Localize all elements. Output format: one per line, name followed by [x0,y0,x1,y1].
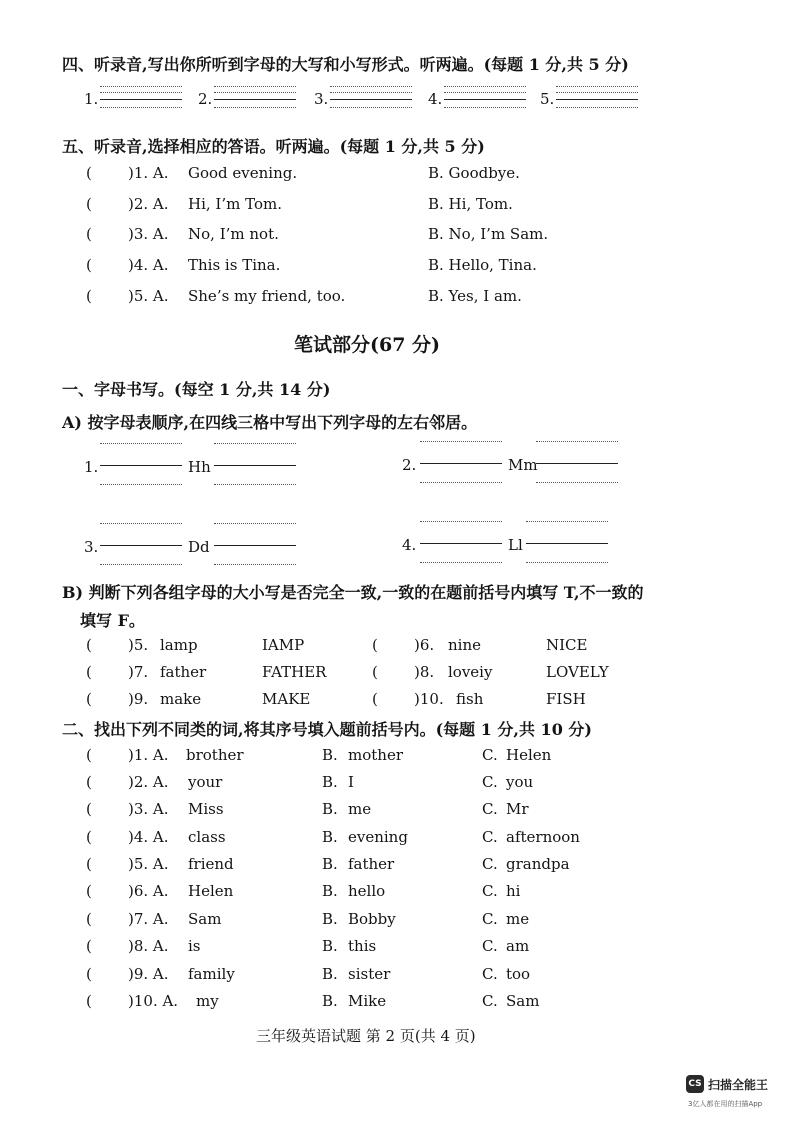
option-a: my [196,992,219,1010]
written-part-title: 笔试部分(67 分) [294,334,441,356]
option-c: hi [506,882,521,900]
option-b-label: B. [322,746,338,764]
open-paren[interactable]: ( [86,636,92,654]
open-paren[interactable]: ( [86,937,92,955]
open-paren[interactable]: ( [86,690,92,708]
part1-heading: 一、字母书写。(每空 1 分,共 14 分) [62,380,331,399]
option-b: B. Hello, Tina. [428,256,537,274]
option-b: sister [348,965,391,983]
item-number: )1. A. [128,164,169,182]
uppercase-word: LOVELY [546,663,609,681]
open-paren[interactable]: ( [86,663,92,681]
option-b: mother [348,746,403,764]
option-c-label: C. [482,773,498,791]
option-b-label: B. [322,855,338,873]
open-paren[interactable]: ( [372,663,378,681]
item-number: )8. A. [128,937,169,955]
lowercase-word: fish [456,690,484,708]
four-line-grid-left[interactable] [420,441,502,485]
item-number: )2. A. [128,773,169,791]
given-letter: Hh [188,458,211,476]
option-a: No, I’m not. [188,225,279,243]
four-line-grid-right[interactable] [526,521,608,565]
lowercase-word: lamp [160,636,198,654]
open-paren[interactable]: ( [86,965,92,983]
option-a: your [188,773,223,791]
option-c-label: C. [482,965,498,983]
q-number: 2. [198,90,213,108]
part1-sub-a: A) 按字母表顺序,在四线三格中写出下列字母的左右邻居。 [62,413,478,432]
option-a: is [188,937,201,955]
item-number: )4. A. [128,828,169,846]
open-paren[interactable]: ( [86,855,92,873]
open-paren[interactable]: ( [86,800,92,818]
uppercase-word: IAMP [262,636,305,654]
option-b-label: B. [322,965,338,983]
option-c: grandpa [506,855,570,873]
item-number: )10. [414,690,444,708]
option-c-label: C. [482,800,498,818]
option-b-label: B. [322,992,338,1010]
section4-heading: 四、听录音,写出你所听到字母的大写和小写形式。听两遍。(每题 1 分,共 5 分) [62,55,629,74]
item-number: )7. [128,663,149,681]
uppercase-word: MAKE [262,690,311,708]
option-b: this [348,937,377,955]
four-line-grid[interactable] [556,86,638,108]
uppercase-word: FISH [546,690,586,708]
option-c-label: C. [482,855,498,873]
option-b: B. Hi, Tom. [428,195,513,213]
letter-q-number: 3. [84,538,99,556]
option-a: Miss [188,800,224,818]
open-paren[interactable]: ( [372,690,378,708]
item-number: )3. A. [128,800,169,818]
part1-sub-b-line2: 填写 F。 [80,611,145,630]
open-paren[interactable]: ( [86,828,92,846]
option-b: B. Goodbye. [428,164,520,182]
four-line-grid-right[interactable] [536,441,618,485]
uppercase-word: NICE [546,636,588,654]
lowercase-word: nine [448,636,481,654]
option-b-label: B. [322,828,338,846]
item-number: )5. A. [128,855,169,873]
option-b-label: B. [322,800,338,818]
q-number: 3. [314,90,329,108]
open-paren[interactable]: ( [86,882,92,900]
option-c: Sam [506,992,540,1010]
given-letter: Mm [508,456,538,474]
open-paren[interactable]: ( [86,195,92,213]
option-a: class [188,828,226,846]
option-a: This is Tina. [188,256,281,274]
option-c: afternoon [506,828,580,846]
open-paren[interactable]: ( [86,287,92,305]
option-a: Good evening. [188,164,298,182]
four-line-grid[interactable] [100,86,182,108]
given-letter: Dd [188,538,210,556]
option-c-label: C. [482,746,498,764]
item-number: )6. [414,636,435,654]
option-b: I [348,773,354,791]
option-a: brother [186,746,244,764]
option-c: Mr [506,800,529,818]
lowercase-word: make [160,690,202,708]
q-number: 1. [84,90,99,108]
letter-q-number: 2. [402,456,417,474]
item-number: )8. [414,663,435,681]
four-line-grid-left[interactable] [100,443,182,487]
option-c: you [506,773,534,791]
open-paren[interactable]: ( [86,910,92,928]
page-footer: 三年级英语试题 第 2 页(共 4 页) [256,1027,476,1045]
option-c: me [506,910,530,928]
four-line-grid-right[interactable] [214,523,296,567]
option-a: Sam [188,910,222,928]
given-letter: Ll [508,536,523,554]
open-paren[interactable]: ( [372,636,378,654]
four-line-grid-left[interactable] [420,521,502,565]
lowercase-word: loveiy [448,663,493,681]
q-number: 5. [540,90,555,108]
option-c-label: C. [482,937,498,955]
option-c-label: C. [482,828,498,846]
item-number: )9. [128,690,149,708]
option-c: Helen [506,746,552,764]
open-paren[interactable]: ( [86,773,92,791]
open-paren[interactable]: ( [86,746,92,764]
option-b: father [348,855,395,873]
option-c: too [506,965,531,983]
option-c: am [506,937,530,955]
part2-heading: 二、找出下列不同类的词,将其序号填入题前括号内。(每题 1 分,共 10 分) [62,720,592,739]
option-a: family [188,965,235,983]
four-line-grid-left[interactable] [100,523,182,567]
item-number: )9. A. [128,965,169,983]
four-line-grid[interactable] [330,86,412,108]
option-b: Mike [348,992,387,1010]
option-a: Helen [188,882,234,900]
option-b-label: B. [322,882,338,900]
lowercase-word: father [160,663,207,681]
letter-q-number: 4. [402,536,417,554]
open-paren[interactable]: ( [86,992,92,1010]
option-b-label: B. [322,937,338,955]
option-c-label: C. [482,992,498,1010]
uppercase-word: FATHER [262,663,327,681]
option-a: She’s my friend, too. [188,287,346,305]
option-b: evening [348,828,408,846]
four-line-grid[interactable] [214,86,296,108]
option-b: hello [348,882,386,900]
camscanner-logo-icon: CS [686,1075,704,1093]
four-line-grid[interactable] [444,86,526,108]
q-number: 4. [428,90,443,108]
item-number: )10. A. [128,992,179,1010]
option-b: Bobby [348,910,396,928]
option-b: B. No, I’m Sam. [428,225,549,243]
watermark-tagline: 3亿人都在用的扫描App [688,1100,763,1108]
item-number: )5. [128,636,149,654]
section5-heading: 五、听录音,选择相应的答语。听两遍。(每题 1 分,共 5 分) [62,137,485,156]
part1-sub-b-line1: B) 判断下列各组字母的大小写是否完全一致,一致的在题前括号内填写 T,不一致的 [62,583,644,602]
option-c-label: C. [482,910,498,928]
item-number: )1. A. [128,746,169,764]
option-b: me [348,800,372,818]
item-number: )3. A. [128,225,169,243]
option-b-label: B. [322,910,338,928]
item-number: )7. A. [128,910,169,928]
four-line-grid-right[interactable] [214,443,296,487]
option-b-label: B. [322,773,338,791]
option-c-label: C. [482,882,498,900]
option-a: friend [188,855,234,873]
item-number: )2. A. [128,195,169,213]
open-paren[interactable]: ( [86,256,92,274]
open-paren[interactable]: ( [86,225,92,243]
open-paren[interactable]: ( [86,164,92,182]
watermark-name: 扫描全能王 [708,1078,769,1092]
letter-q-number: 1. [84,458,99,476]
item-number: )6. A. [128,882,169,900]
option-b: B. Yes, I am. [428,287,522,305]
item-number: )5. A. [128,287,169,305]
item-number: )4. A. [128,256,169,274]
option-a: Hi, I’m Tom. [188,195,282,213]
